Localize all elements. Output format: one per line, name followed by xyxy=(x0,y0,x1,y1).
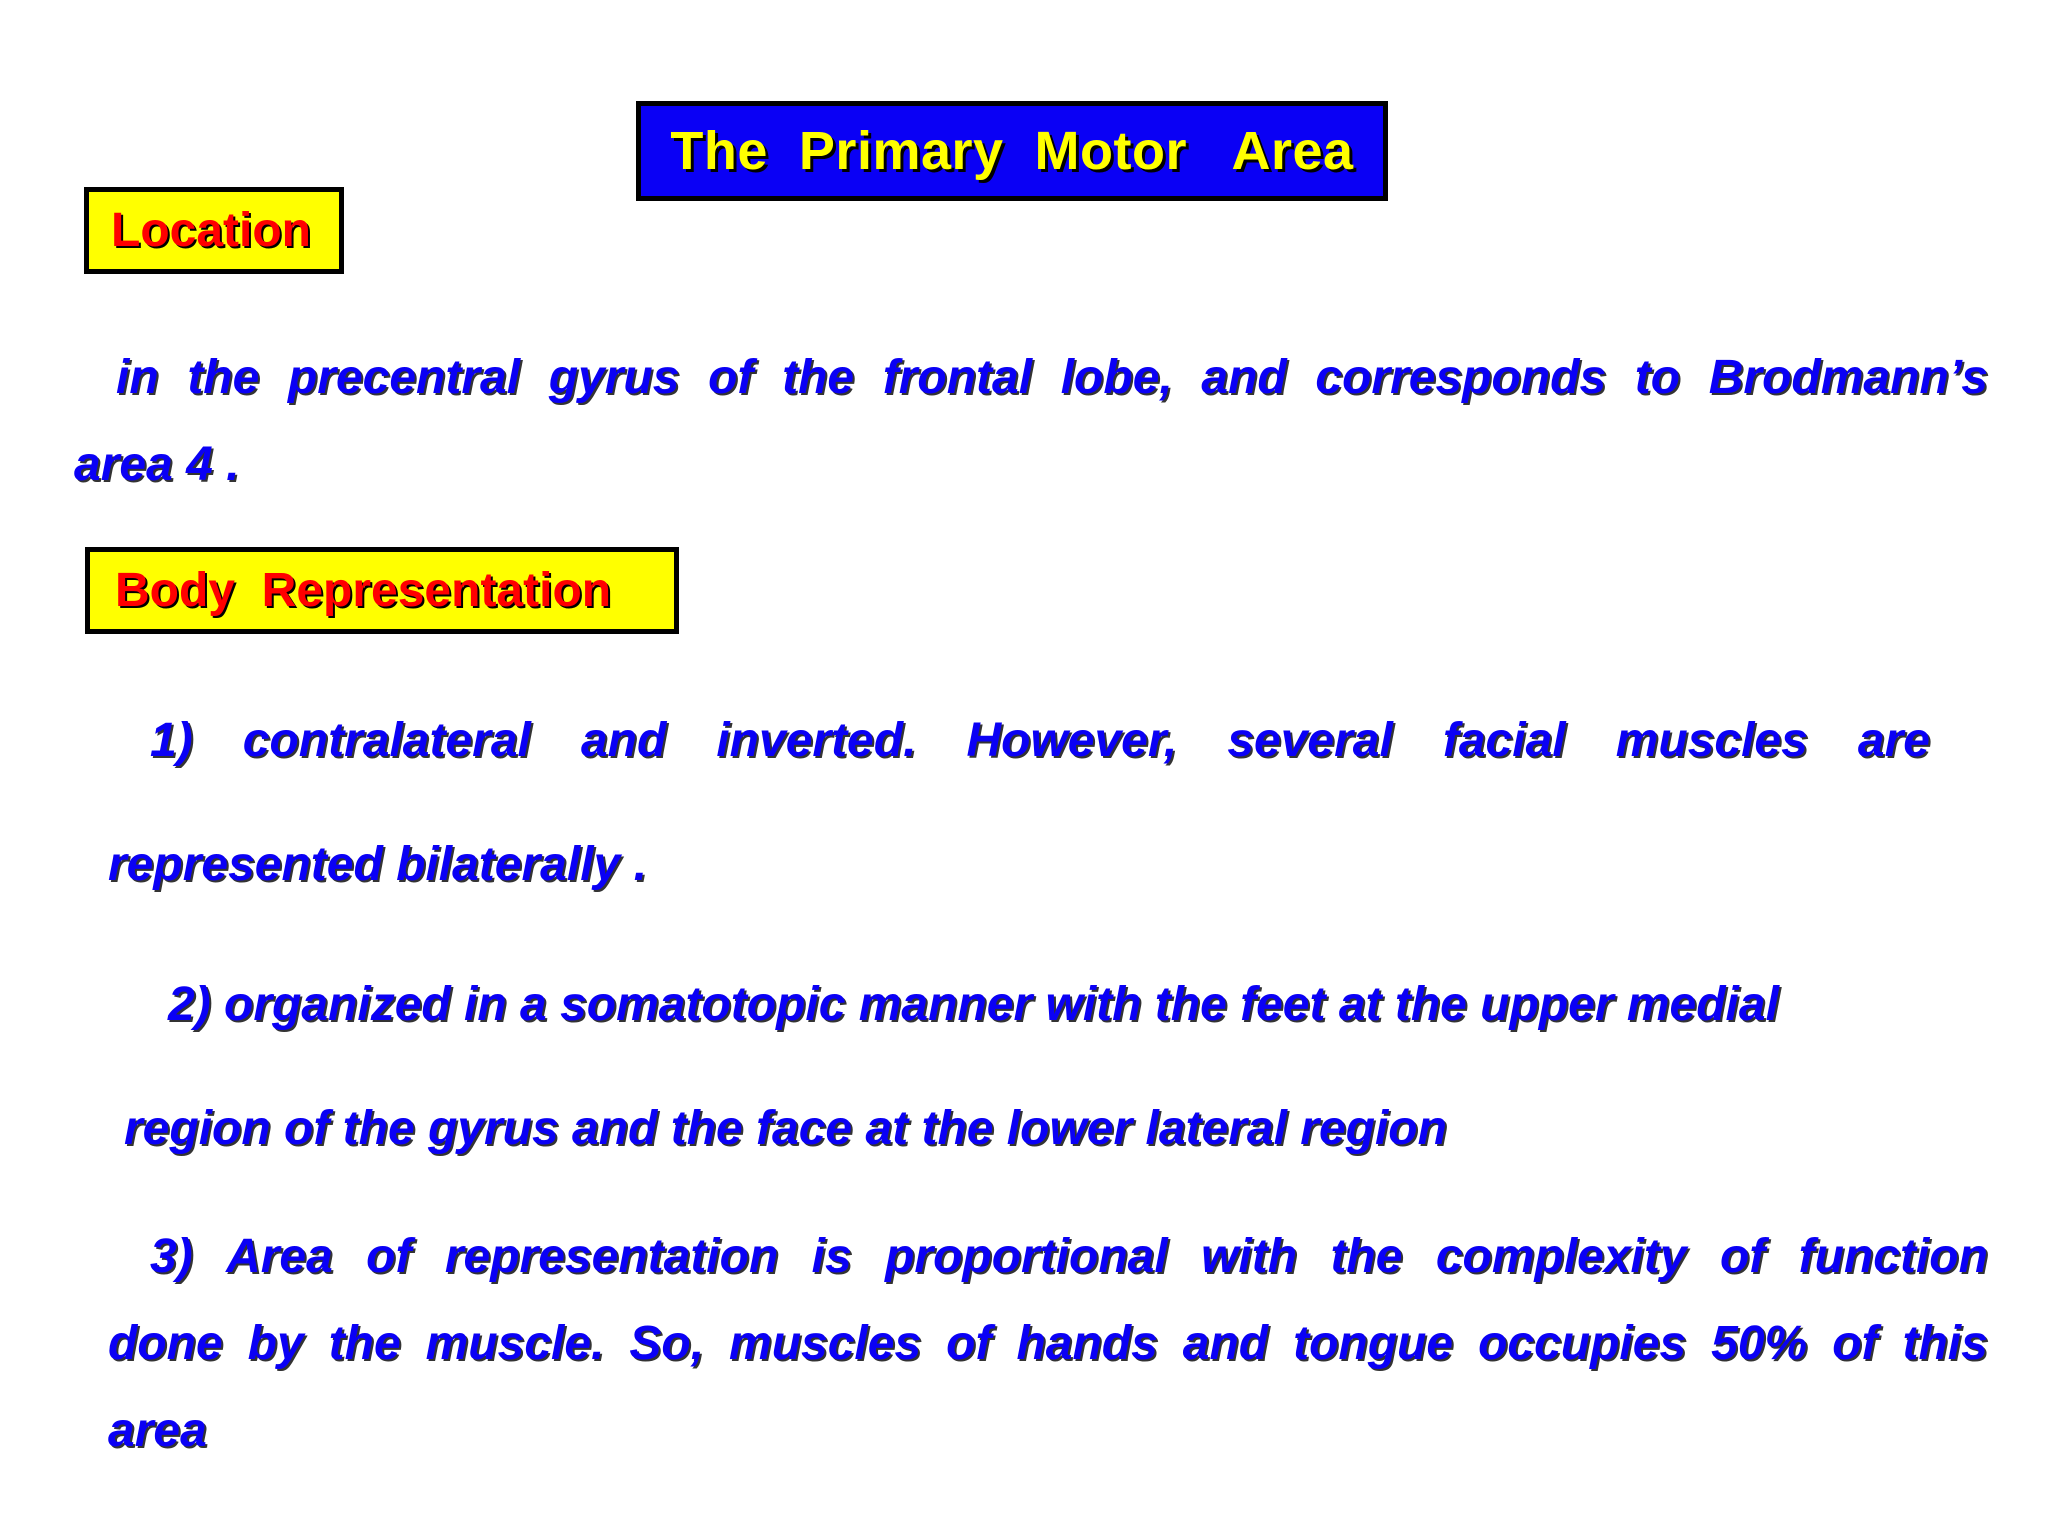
word: is xyxy=(811,1230,852,1283)
body-representation-label: Body Representation xyxy=(115,564,612,617)
word: tongue xyxy=(1293,1317,1454,1370)
word: frontal xyxy=(882,351,1033,404)
word: and xyxy=(580,714,667,767)
word: occupies xyxy=(1478,1317,1687,1370)
word: of xyxy=(1719,1230,1766,1283)
word: the xyxy=(187,351,260,404)
word: and xyxy=(1201,351,1287,404)
word: to xyxy=(1634,351,1681,404)
word: corresponds xyxy=(1315,351,1607,404)
word: muscle. xyxy=(425,1317,605,1370)
word: facial xyxy=(1442,714,1566,767)
point-3-line-2 xyxy=(108,1316,1988,1371)
word: 50% xyxy=(1711,1317,1808,1370)
word: muscles xyxy=(1615,714,1808,767)
word: of xyxy=(1832,1317,1878,1370)
word: the xyxy=(782,351,855,404)
title-box xyxy=(636,101,1388,201)
word: inverted. xyxy=(716,714,917,767)
word: Brodmann’s xyxy=(1708,351,1988,404)
word: complexity xyxy=(1435,1230,1687,1283)
location-line-1 xyxy=(116,350,1988,405)
word: several xyxy=(1227,714,1393,767)
location-line-2: area 4 . xyxy=(74,438,240,491)
word: this xyxy=(1902,1317,1988,1370)
word: by xyxy=(247,1317,304,1370)
point-3-line-1 xyxy=(150,1229,1988,1284)
word: are xyxy=(1857,714,1930,767)
word: of xyxy=(946,1317,992,1370)
word: the xyxy=(1330,1230,1403,1283)
point-3-line-3: area xyxy=(108,1404,207,1457)
word: Area xyxy=(226,1230,333,1283)
word: gyrus xyxy=(548,351,680,404)
point-2-line-1: 2) organized in a somatotopic manner with the feet at the upper medial xyxy=(168,978,1779,1031)
word: muscles xyxy=(729,1317,922,1370)
word: 1) xyxy=(150,714,193,767)
word: the xyxy=(328,1317,401,1370)
word: So, xyxy=(629,1317,705,1370)
point-2-line-2: region of the gyrus and the face at the lower lateral region xyxy=(124,1102,1447,1155)
word: hands xyxy=(1016,1317,1158,1370)
word: function xyxy=(1798,1230,1988,1283)
point-1-line-2: represented bilaterally . xyxy=(108,838,647,891)
body-representation-label-box xyxy=(85,547,679,634)
word: lobe, xyxy=(1060,351,1173,404)
word: proportional xyxy=(885,1230,1168,1283)
location-label: Location xyxy=(111,204,311,257)
word: of xyxy=(366,1230,412,1283)
slide-title: The Primary Motor Area xyxy=(670,121,1354,181)
word: in xyxy=(116,351,159,404)
point-1-line-1 xyxy=(150,713,1930,768)
word: However, xyxy=(966,714,1178,767)
word: done xyxy=(108,1317,223,1370)
word: 3) xyxy=(150,1230,193,1283)
word: and xyxy=(1182,1317,1269,1370)
word: contralateral xyxy=(242,714,531,767)
location-label-box xyxy=(84,187,344,274)
word: of xyxy=(708,351,754,404)
word: with xyxy=(1201,1230,1298,1283)
word: representation xyxy=(444,1230,779,1283)
word: precentral xyxy=(287,351,521,404)
